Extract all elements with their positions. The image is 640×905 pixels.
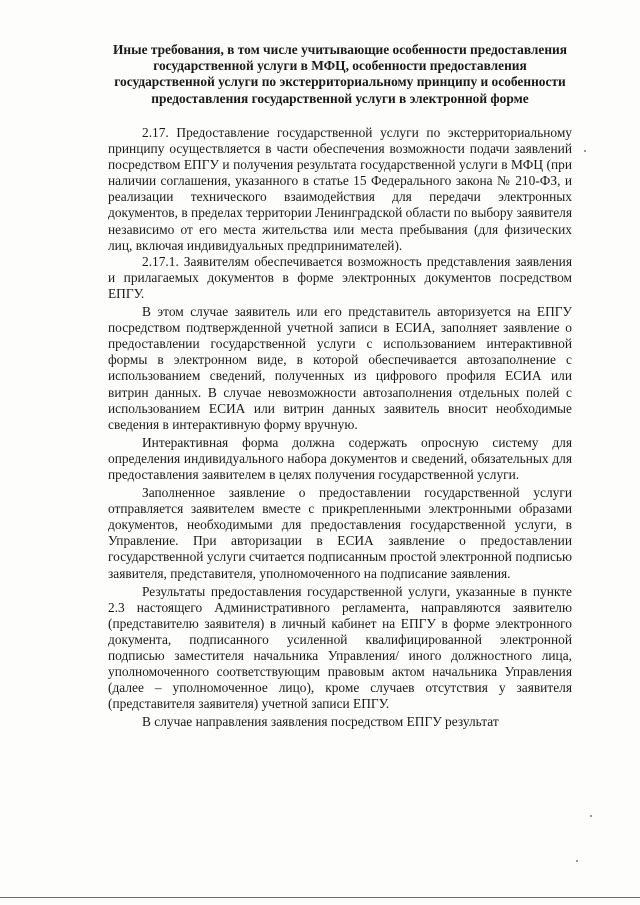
paragraph-2-17: 2.17. Предоставление государственной услуги по экстерриториальному принципу осуществляется в части обеспечения возможности подачи заявлений посредством ЕПГУ и получения результата государственной услуги в МФЦ (при наличии соглашения, указанного в статье 15 Федерального закона № 210-ФЗ, и реализации технического взаимодействия для передачи электронных документов, в пределах территории Ленинградской области по выбору заявителя независимо от его места жительства или места пребывания (для физических лиц, включая индивидуальных предпринимателей).	[108, 125, 572, 253]
scan-speck	[584, 150, 586, 152]
paragraph-interactive-form: Интерактивная форма должна содержать опросную систему для определения индивидуального набора документов и сведений, обязательных для предоставления заявителем в целях получения государственной услуги.	[108, 434, 572, 482]
paragraph-submitted-application: Заполненное заявление о предоставлении государственной услуги отправляется заявителем вместе с прикрепленными электронными образами документов, необходимыми для предоставления государственной услуги, в Управление. При авторизации в ЕСИА заявление о предоставлении государственной услуги считается подписанным простой электронной подписью заявителя, представителя, уполномоченного на подписание заявления.	[108, 485, 572, 581]
scan-speck	[590, 815, 592, 817]
section-heading: Иные требования, в том числе учитывающие особенности предоставления государственной услуги в МФЦ, особенности предоставления государственной услуги по экстерриториальному принципу и особенности предоставления государственной услуги в электронной форме	[112, 42, 568, 106]
scan-edge-line	[0, 897, 640, 898]
body-text	[108, 125, 572, 730]
paragraph-results: Результаты предоставления государственной услуги, указанные в пункте 2.3 настоящего Административного регламента, направляются заявителю (представителю заявителя) в личный кабинет на ЕПГУ в форме электронного документа, подписанного усиленной квалифицированной электронной подписью заместителя начальника Управления/ иного должностного лица, уполномоченного соответствующим правовым актом начальника Управления (далее – уполномоченное лицо), кроме случаев отсутствия у заявителя (представителя заявителя) учетной записи ЕПГУ.	[108, 583, 572, 712]
paragraph-2-17-1: 2.17.1. Заявителям обеспечивается возможность представления заявления и прилагаемых документов в форме электронных документов посредством ЕПГУ.	[108, 253, 572, 301]
paragraph-epgu-authorization: В этом случае заявитель или его представитель авторизуется на ЕПГУ посредством подтвержденной учетной записи в ЕСИА, заполняет заявление о предоставлении государственной услуги с использованием интерактивной формы в электронном виде, в которой обеспечивается автозаполнение с использованием сведений, полученных из цифрового профиля ЕСИА или витрин данных. В случае невозможности автозаполнения отдельных полей с использованием ЕСИА или витрин данных заявитель вносит необходимые сведения в интерактивную форму вручную.	[108, 304, 572, 432]
paragraph-epgu-result: В случае направления заявления посредством ЕПГУ результат	[142, 714, 499, 730]
scan-speck	[576, 860, 578, 862]
